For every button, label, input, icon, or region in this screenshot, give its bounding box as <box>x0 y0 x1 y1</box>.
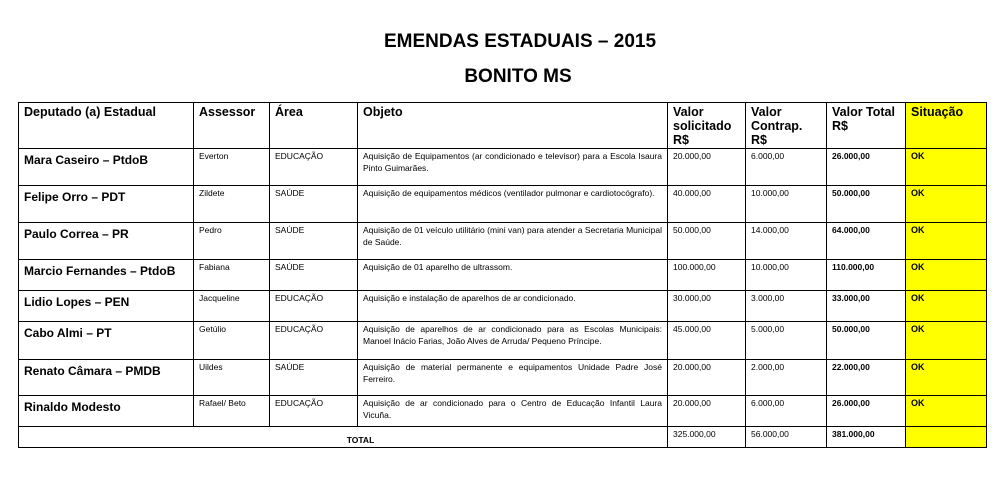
cell-valor-solicitado: 20.000,00 <box>668 360 746 396</box>
cell-objeto: Aquisição de equipamentos médicos (ventilador pulmonar e cardiotocógrafo). <box>358 186 668 223</box>
cell-area: SAÚDE <box>270 186 358 223</box>
table-row <box>19 360 987 396</box>
cell-valor-solicitado: 50.000,00 <box>668 223 746 260</box>
cell-valor-total: 26.000,00 <box>827 149 906 186</box>
cell-valor-contrap: 10.000,00 <box>746 260 827 291</box>
cell-valor-total: 64.000,00 <box>827 223 906 260</box>
cell-deputado: Felipe Orro – PDT <box>19 186 194 223</box>
cell-situacao: OK <box>906 260 987 291</box>
cell-area: EDUCAÇÃO <box>270 291 358 322</box>
cell-assessor: Pedro <box>194 223 270 260</box>
cell-valor-solicitado: 30.000,00 <box>668 291 746 322</box>
cell-assessor: Everton <box>194 149 270 186</box>
cell-situacao: OK <box>906 396 987 427</box>
cell-valor-contrap: 6.000,00 <box>746 149 827 186</box>
cell-valor-total: 50.000,00 <box>827 186 906 223</box>
cell-deputado: Rinaldo Modesto <box>19 396 194 427</box>
cell-area: EDUCAÇÃO <box>270 396 358 427</box>
cell-situacao: OK <box>906 322 987 360</box>
cell-assessor: Zildete <box>194 186 270 223</box>
cell-valor-solicitado: 40.000,00 <box>668 186 746 223</box>
cell-valor-solicitado: 45.000,00 <box>668 322 746 360</box>
cell-objeto: Aquisição de material permanente e equipamentos Unidade Padre José Ferreiro. <box>358 360 668 396</box>
table-row <box>19 186 987 223</box>
cell-valor-total: 33.000,00 <box>827 291 906 322</box>
cell-deputado: Paulo Correa – PR <box>19 223 194 260</box>
header-valor-solicitado: Valor solicitado R$ <box>668 103 746 149</box>
emendas-table <box>18 102 987 448</box>
cell-objeto: Aquisição de 01 aparelho de ultrassom. <box>358 260 668 291</box>
total-valor-contrap: 56.000,00 <box>746 427 827 448</box>
cell-situacao: OK <box>906 223 987 260</box>
cell-valor-solicitado: 20.000,00 <box>668 396 746 427</box>
cell-valor-total: 50.000,00 <box>827 322 906 360</box>
table-row <box>19 291 987 322</box>
table-row <box>19 260 987 291</box>
cell-deputado: Cabo Almi – PT <box>19 322 194 360</box>
table-row <box>19 396 987 427</box>
cell-valor-total: 110.000,00 <box>827 260 906 291</box>
cell-objeto: Aquisição de aparelhos de ar condicionado para as Escolas Municipais: Manoel Inácio Farias, João Alves de Arruda/ Pequeno Príncipe. <box>358 322 668 360</box>
cell-deputado: Lidio Lopes – PEN <box>19 291 194 322</box>
table-row <box>19 149 987 186</box>
cell-assessor: Getúlio <box>194 322 270 360</box>
cell-valor-solicitado: 20.000,00 <box>668 149 746 186</box>
cell-valor-contrap: 6.000,00 <box>746 396 827 427</box>
document-subtitle: BONITO MS <box>464 66 572 87</box>
total-valor-solicitado: 325.000,00 <box>668 427 746 448</box>
cell-objeto: Aquisição e instalação de aparelhos de ar condicionado. <box>358 291 668 322</box>
cell-valor-contrap: 3.000,00 <box>746 291 827 322</box>
cell-area: EDUCAÇÃO <box>270 322 358 360</box>
header-valor-contrap: Valor Contrap. R$ <box>746 103 827 149</box>
cell-valor-total: 22.000,00 <box>827 360 906 396</box>
header-assessor: Assessor <box>194 103 270 149</box>
cell-situacao: OK <box>906 291 987 322</box>
table-header-row <box>19 103 987 149</box>
cell-deputado: Mara Caseiro – PtdoB <box>19 149 194 186</box>
table-row <box>19 322 987 360</box>
header-deputado: Deputado (a) Estadual <box>19 103 194 149</box>
cell-deputado: Renato Câmara – PMDB <box>19 360 194 396</box>
total-valor-total: 381.000,00 <box>827 427 906 448</box>
header-valor-total: Valor Total R$ <box>827 103 906 149</box>
header-objeto: Objeto <box>358 103 668 149</box>
cell-objeto: Aquisição de ar condicionado para o Centro de Educação Infantil Laura Vicuña. <box>358 396 668 427</box>
total-situacao <box>906 427 987 448</box>
cell-situacao: OK <box>906 360 987 396</box>
cell-valor-solicitado: 100.000,00 <box>668 260 746 291</box>
cell-assessor: Jacqueline <box>194 291 270 322</box>
cell-objeto: Aquisição de 01 veículo utilitário (mini van) para atender a Secretaria Municipal de Saúde. <box>358 223 668 260</box>
header-situacao: Situação <box>906 103 987 149</box>
cell-situacao: OK <box>906 149 987 186</box>
table-row <box>19 223 987 260</box>
total-row <box>19 427 987 448</box>
header-area: Área <box>270 103 358 149</box>
cell-deputado: Marcio Fernandes – PtdoB <box>19 260 194 291</box>
cell-assessor: Fabiana <box>194 260 270 291</box>
cell-valor-contrap: 14.000,00 <box>746 223 827 260</box>
cell-assessor: Rafael/ Beto <box>194 396 270 427</box>
cell-valor-total: 26.000,00 <box>827 396 906 427</box>
cell-area: EDUCAÇÃO <box>270 149 358 186</box>
cell-objeto: Aquisição de Equipamentos (ar condicionado e televisor) para a Escola Isaura Pinto Guimarães. <box>358 149 668 186</box>
cell-valor-contrap: 5.000,00 <box>746 322 827 360</box>
document-title: EMENDAS ESTADUAIS – 2015 <box>383 31 657 52</box>
cell-valor-contrap: 2.000,00 <box>746 360 827 396</box>
cell-assessor: Uildes <box>194 360 270 396</box>
total-label: TOTAL <box>19 427 668 448</box>
cell-situacao: OK <box>906 186 987 223</box>
cell-area: SAÚDE <box>270 260 358 291</box>
cell-valor-contrap: 10.000,00 <box>746 186 827 223</box>
cell-area: SAÚDE <box>270 360 358 396</box>
cell-area: SAÚDE <box>270 223 358 260</box>
